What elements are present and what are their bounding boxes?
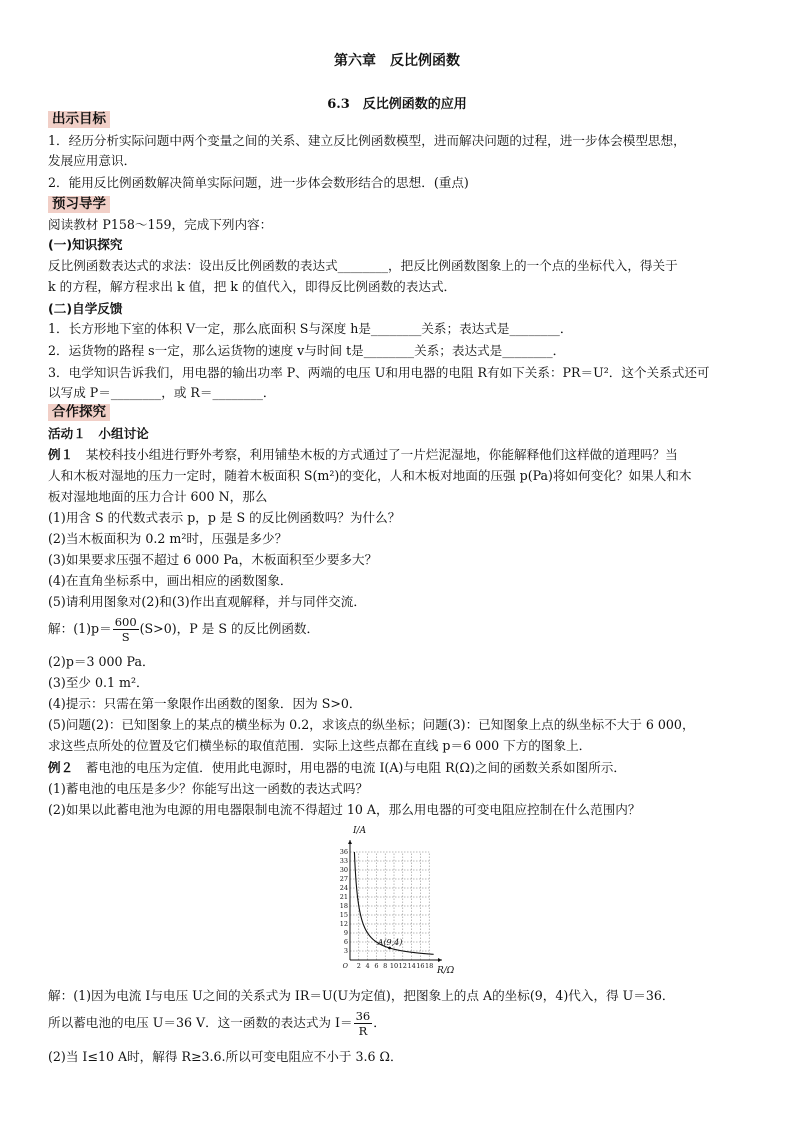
y-tick-label: 3	[343, 947, 348, 955]
example1-line2: 人和木板对湿地的压力一定时，随着木板面积 S(m²)的变化，人和木板对地面的压强 p(Pa)将如何变化？如果人和木	[48, 468, 692, 483]
x-tick-label: 16	[416, 962, 425, 970]
goal-line-3: 2．能用反比例函数解决简单实际问题，进一步体会数形结合的思想．(重点)	[48, 175, 469, 190]
goal-line-2: 发展应用意识．	[48, 153, 137, 168]
y-tick-label: 9	[343, 929, 348, 937]
x-tick-label: 10	[389, 962, 399, 970]
example2-q2: (2)如果以此蓄电池为电源的用电器限制电流不得超过 10 A，那么用电器的可变电阻应控制在什么范围内？	[48, 802, 641, 817]
feedback-q3-line1: 3．电学知识告诉我们，用电器的输出功率 P、两端的电压 U和用电器的电阻 R有如下关系：PR＝U²．这个关系式还可	[48, 365, 710, 380]
example1-q4: (4)在直角坐标系中，画出相应的函数图象．	[48, 573, 293, 588]
preview-intro: 阅读教材 P158～159，完成下列内容：	[48, 217, 273, 232]
example1-q5: (5)请利用图象对(2)和(3)作出直观解释，并与同伴交流．	[48, 594, 366, 609]
x-tick-label: 4	[365, 962, 370, 970]
example2-q1: (1)蓄电池的电压是多少？你能写出这一函数的表达式吗？	[48, 781, 369, 796]
x-tick-label: 2	[356, 962, 361, 970]
current-resistance-chart	[318, 822, 468, 978]
feedback-q1: 1．长方形地下室的体积 V一定，那么底面积 S与深度 h是________关系；表达式是________．	[48, 321, 573, 336]
example2-fraction	[354, 1009, 373, 1038]
example2-solution-2	[48, 1008, 754, 1038]
example2-numerator: 36	[355, 1009, 371, 1023]
example2-solution-2-suffix: ．	[373, 1015, 386, 1030]
example2-denominator: R	[358, 1024, 368, 1038]
y-tick-label: 27	[339, 875, 348, 883]
solution1-line	[48, 614, 754, 644]
tag-preview: 预习导学	[48, 196, 110, 213]
example1-q3: (3)如果要求压强不超过 6 000 Pa，木板面积至少要多大？	[48, 552, 378, 567]
example1-q1: (1)用含 S 的代数式表示 p，p 是 S 的反比例函数吗？为什么？	[48, 510, 401, 525]
knowledge-line-1: 反比例函数表达式的求法：设出反比例函数的表达式________，把反比例函数图象上的一个点的坐标代入，得关于	[48, 258, 678, 273]
y-tick-label: 21	[339, 893, 348, 901]
feedback-q2: 2．运货物的路程 s一定，那么运货物的速度 v与时间 t是________关系；表达式是________．	[48, 343, 566, 358]
x-axis-arrow	[438, 958, 442, 962]
example1-line3: 板对湿地地面的压力合计 600 N，那么	[48, 489, 268, 504]
example2-label: 例２	[48, 760, 74, 775]
x-tick-label: 8	[383, 962, 388, 970]
solution1-fraction	[113, 615, 139, 644]
x-axis-label: R/Ω	[437, 966, 455, 976]
example2-line1	[48, 758, 754, 777]
point-a-label: A(9,4)	[377, 938, 403, 947]
section-title: 6.3 反比例函数的应用	[327, 97, 467, 112]
point-a-marker	[388, 947, 391, 950]
solution-2: (2)p＝3 000 Pa．	[48, 654, 155, 669]
y-tick-label: 12	[339, 920, 348, 928]
y-axis-arrow	[348, 840, 352, 844]
example1-label: 例１	[48, 447, 74, 462]
tag-coop: 合作探究	[48, 404, 110, 421]
y-tick-label: 18	[339, 902, 348, 910]
goal-line-1: 1．经历分析实际问题中两个变量之间的关系、建立反比例函数模型，进而解决问题的过程，进一步体会模型思想，	[48, 133, 686, 148]
solution1-prefix: 解：(1)p＝	[48, 621, 112, 636]
y-tick-label: 30	[339, 866, 348, 874]
example2-solution-1: 解：(1)因为电流 I与电压 U之间的关系式为 IR＝U(U为定值)，把图象上的点 A的坐标(9，4)代入，得 U＝36．	[48, 988, 675, 1003]
y-tick-label: 15	[339, 911, 348, 919]
example1-q2: (2)当木板面积为 0.2 m²时，压强是多少？	[48, 531, 288, 546]
x-tick-label: 18	[425, 962, 434, 970]
x-tick-label: 14	[407, 962, 416, 970]
y-tick-label: 33	[339, 857, 348, 865]
y-tick-label: 6	[343, 938, 348, 946]
y-axis-label: I/A	[353, 826, 367, 836]
example1-text-a: 某校科技小组进行野外考察，利用铺垫木板的方式通过了一片烂泥湿地，你能解释他们这样做的道理吗？当	[73, 447, 678, 462]
example2-text-a: 蓄电池的电压为定值．使用此电源时，用电器的电流 I(A)与电阻 R(Ω)之间的函数关系如图所示．	[73, 760, 626, 775]
chart-tick-labels	[340, 848, 434, 970]
tag-goals: 出示目标	[48, 111, 110, 128]
example1-line1	[48, 445, 754, 464]
solution1-numerator: 600	[114, 615, 137, 629]
example2-solution-2-prefix: 所以蓄电池的电压 U＝36 V．这一函数的表达式为 I＝	[48, 1015, 353, 1030]
y-tick-label: 36	[339, 848, 348, 856]
feedback-q3-line2: 以写成 P＝________，或 R＝________．	[48, 385, 276, 400]
solution-3: (3)至少 0.1 m²．	[48, 675, 149, 690]
knowledge-line-2: k 的方程，解方程求出 k 值，把 k 的值代入，即得反比例函数的表达式．	[48, 279, 457, 294]
chapter-title: 第六章 反比例函数	[334, 53, 460, 69]
preview-heading-knowledge: (一)知识探究	[48, 237, 123, 252]
origin-label: O	[342, 962, 348, 970]
solution1-suffix: (S>0)，P 是 S 的反比例函数．	[139, 621, 320, 636]
x-tick-label: 6	[374, 962, 379, 970]
y-tick-label: 24	[339, 884, 348, 892]
solution-5-line1: (5)问题(2)：已知图象上的某点的横坐标为 0.2，求该点的纵坐标；问题(3)：已知图象上点的纵坐标不大于 6 000，	[48, 717, 695, 732]
x-tick-label: 12	[398, 962, 407, 970]
solution-4: (4)提示：只需在第一象限作出函数的图象．因为 S>0．	[48, 696, 362, 711]
example2-solution-3: (2)当 I≤10 A时，解得 R≥3.6.所以可变电阻应不小于 3.6 Ω．	[48, 1049, 403, 1064]
preview-heading-feedback: (二)自学反馈	[48, 301, 123, 316]
solution1-denominator: S	[121, 630, 130, 644]
activity-title: 活动１ 小组讨论	[48, 426, 149, 441]
solution-5-line2: 求这些点所处的位置及它们横坐标的取值范围．实际上这些点都在直线 p＝6 000 下方的图象上．	[48, 738, 592, 753]
